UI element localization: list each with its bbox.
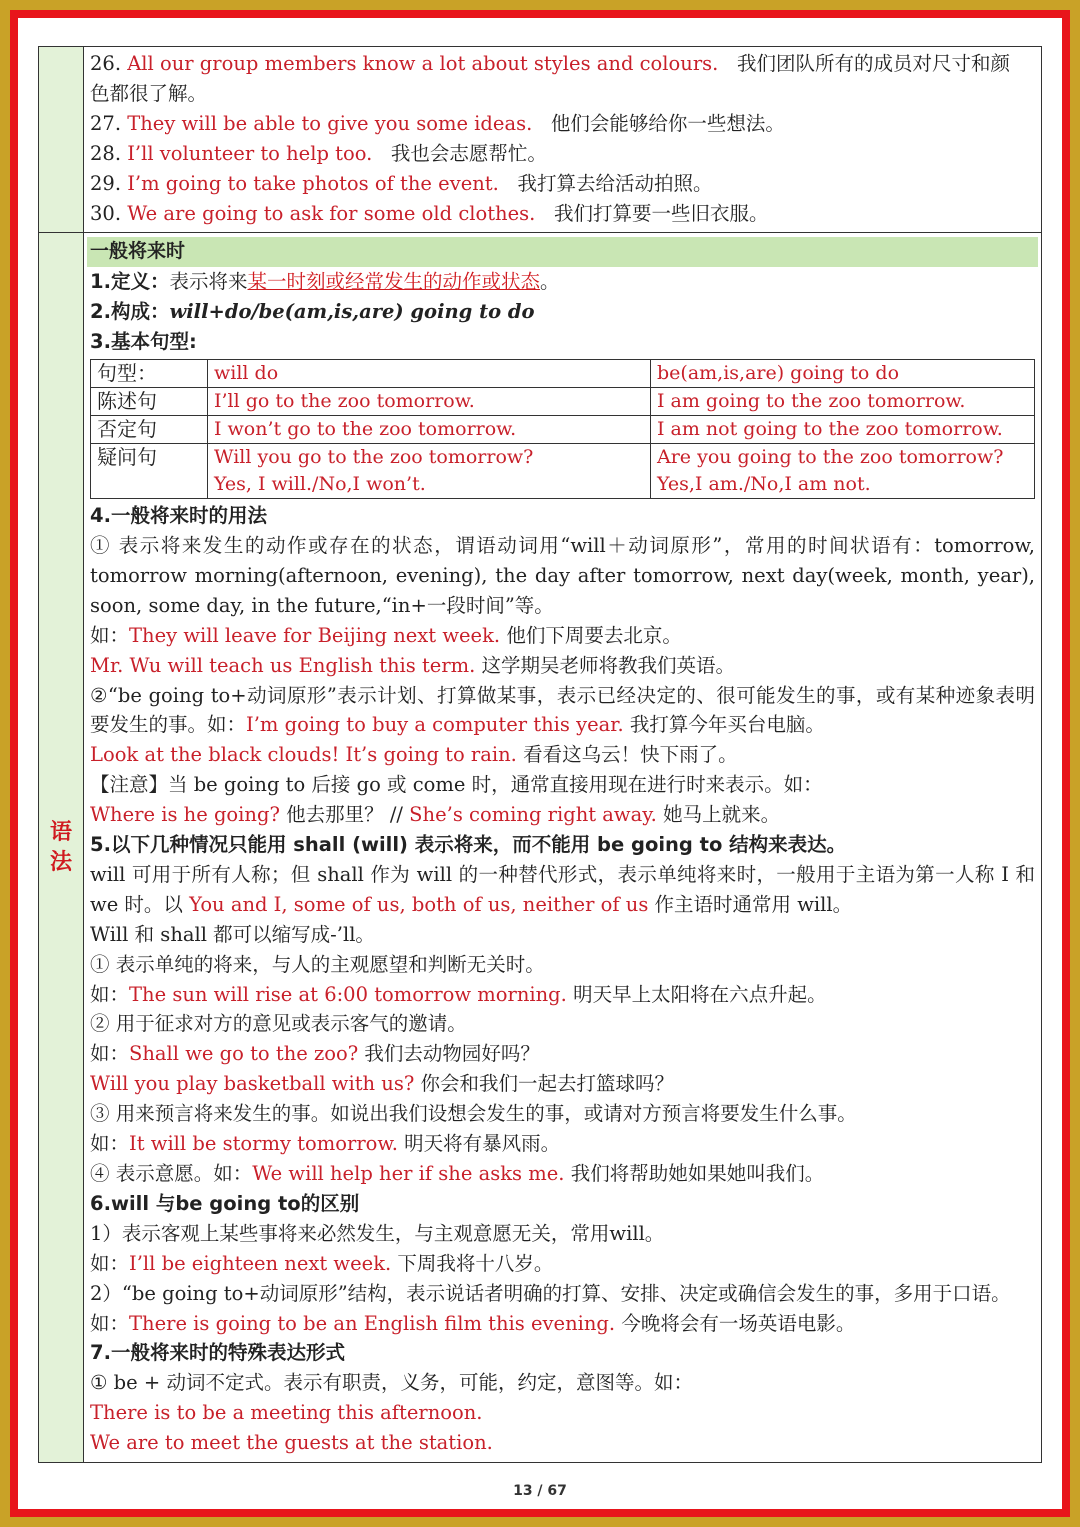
grammar-content: 一般将来时 1.定义：表示将来某一时刻或经常发生的动作或状态。 2.构成：will+do/be(am,is,are) going to do 3.基本句型: 句型： will do be(am,is,are) going to do 陈述句 I’ll go to the zoo tomorrow. I am going to the zoo tomorrow. 否定句 I won’t go to the zoo tomorrow. I am not going to the zoo tomorrow. 疑问句 Will you go to the zoo tomorrow? Yes, I will./No,I won’t. Are you going to the zoo tomorrow? Yes,I am./No,I am not. 4.一般将来时的用法 ① 表示将来发生的动作或存在的状态，谓语动词用“will＋动词原形”，常用的时间状语有：tomorrow, tomorrow morning(afternoon, evening), the day after tomorrow, next day(week, month, year), soon, some day, in the future,“in+一段时间”等。 如：They will leave for Beijing next week. 他们下周要去北京。 Mr. Wu will teach us English this term. 这学期吴老师将教我们英语。 ②“be going to+动词原形”表示计划、打算做某事，表示已经决定的、很可能发生的事，或有某种迹象表明要发生的事。如：I’m going to buy a computer this year. 我打算今年买台电脑。 Look at the black clouds! It’s going to rain. 看看这乌云！快下雨了。 【注意】当 be going to 后接 go 或 come 时，通常直接用现在进行时来表示。如： Where is he going? 他去那里？ // She’s coming right away. 她马上就来。 5.以下几种情况只能用 shall (will) 表示将来，而不能用 be going to 结构来表达。 will 可用于所有人称；但 shall 作为 will 的一种替代形式，表示单纯将来时，一般用于主语为第一人称 I 和 we 时。以 You and I, some of us, both of us, neither of us 作主语时通常用 will。 Will 和 shall 都可以缩写成-’ll。 ① 表示单纯的将来，与人的主观愿望和判断无关时。 如：The sun will rise at 6:00 tomorrow morning. 明天早上太阳将在六点升起。 ② 用于征求对方的意见或表示客气的邀请。 如：Shall we go to the zoo? 我们去动物园好吗？ Will you play basketball with us? 你会和我们一起去打篮球吗？ ③ 用来预言将来发生的事。如说出我们设想会发生的事，或请对方预言将要发生什么事。 如：It will be stormy tomorrow. 明天将有暴风雨。 ④ 表示意愿。如：We will help her if she asks me. 我们将帮助她如果她叫我们。 6.will 与be going to的区别 1）表示客观上某些事将来必然发生，与主观意愿无关，常用will。 如：I’ll be eighteen next week. 下周我将十八岁。 2）“be going to+动词原形”结构，表示说话者明确的打算、安排、决定或确信会发生的事，多用于口语。 如：There is going to be an English film this evening. 今晚将会有一场英语电影。 7.一般将来时的特殊表达形式 ① be + 动词不定式。表示有职责，义务，可能，约定，意图等。如： There is to be a meeting this afternoon. We are to meet the guests at the station. (84, 233, 1042, 1463)
usage-note: 【注意】当 be going to 后接 go 或 come 时，通常直接用现在进行时来表示。如： (90, 773, 823, 797)
side-cell-grammar (39, 233, 84, 1463)
usage-title: 4.一般将来时的用法 (90, 504, 267, 528)
special-title: 7.一般将来时的特殊表达形式 (90, 1341, 345, 1365)
shall-p1: will 可用于所有人称；但 shall 作为 will 的一种替代形式，表示单纯将来时，一般用于主语为第一人称 I 和 we 时。以 You and I, some of us, both of us, neither of us 作主语时通常用 will。 (90, 862, 1035, 916)
list-item: 26. All our group members know a lot about styles and colours. 我们团队所有的成员对尺寸和颜 (90, 52, 1010, 75)
vocab-sentences (84, 47, 1042, 233)
side-label: 语 法 (49, 819, 72, 875)
shall-title: 5.以下几种情况只能用 shall (will) 表示将来，而不能用 be going to 结构来表达。 (90, 833, 847, 857)
list-item: 27. They will be able to give you some ideas. 他们会能够给你一些想法。 (90, 111, 785, 135)
table-row: 陈述句 I’ll go to the zoo tomorrow. I am going to the zoo tomorrow. (91, 388, 1035, 416)
pattern-label: 3.基本句型: (90, 330, 197, 354)
notes-table (38, 46, 1042, 1463)
section-title: 一般将来时 (87, 237, 1038, 267)
page-number: 13 / 67 (513, 1483, 567, 1499)
diff-title: 6.will 与be going to的区别 (90, 1191, 360, 1215)
list-item: 30. We are going to ask for some old clothes. 我们打算要一些旧衣服。 (90, 201, 769, 225)
usage-p1: ① 表示将来发生的动作或存在的状态，谓语动词用“will＋动词原形”，常用的时间状语有：tomorrow, tomorrow morning(afternoon, evening), the day after tomorrow, next day(week, month, year), soon, some day, in the future,“in+一段时间”等。 (90, 533, 1035, 617)
pattern-table (90, 359, 1035, 499)
list-item: 28. I’ll volunteer to help too. 我也会志愿帮忙。 (90, 141, 547, 165)
list-item: 29. I’m going to take photos of the event. 我打算去给活动拍照。 (90, 171, 713, 195)
table-row: 否定句 I won’t go to the zoo tomorrow. I am not going to the zoo tomorrow. (91, 416, 1035, 444)
list-item: 色都很了解。 (90, 81, 208, 105)
side-cell-empty (39, 47, 84, 233)
table-row-grammar (39, 233, 1042, 1463)
definition-line: 1.定义：表示将来某一时刻或经常发生的动作或状态。 (90, 270, 560, 294)
table-row-vocab (39, 47, 1042, 233)
usage-p2: ②“be going to+动词原形”表示计划、打算做某事，表示已经决定的、很可能发生的事，或有某种迹象表明要发生的事。如：I’m going to buy a computer this year. 我打算今年买台电脑。 (90, 683, 1035, 737)
table-row: 疑问句 Will you go to the zoo tomorrow? Yes, I will./No,I won’t. Are you going to the zoo tomorrow? Yes,I am./No,I am not. (91, 444, 1035, 499)
structure-line: 2.构成：will+do/be(am,is,are) going to do (90, 300, 535, 324)
table-row: 句型： will do be(am,is,are) going to do (91, 360, 1035, 388)
